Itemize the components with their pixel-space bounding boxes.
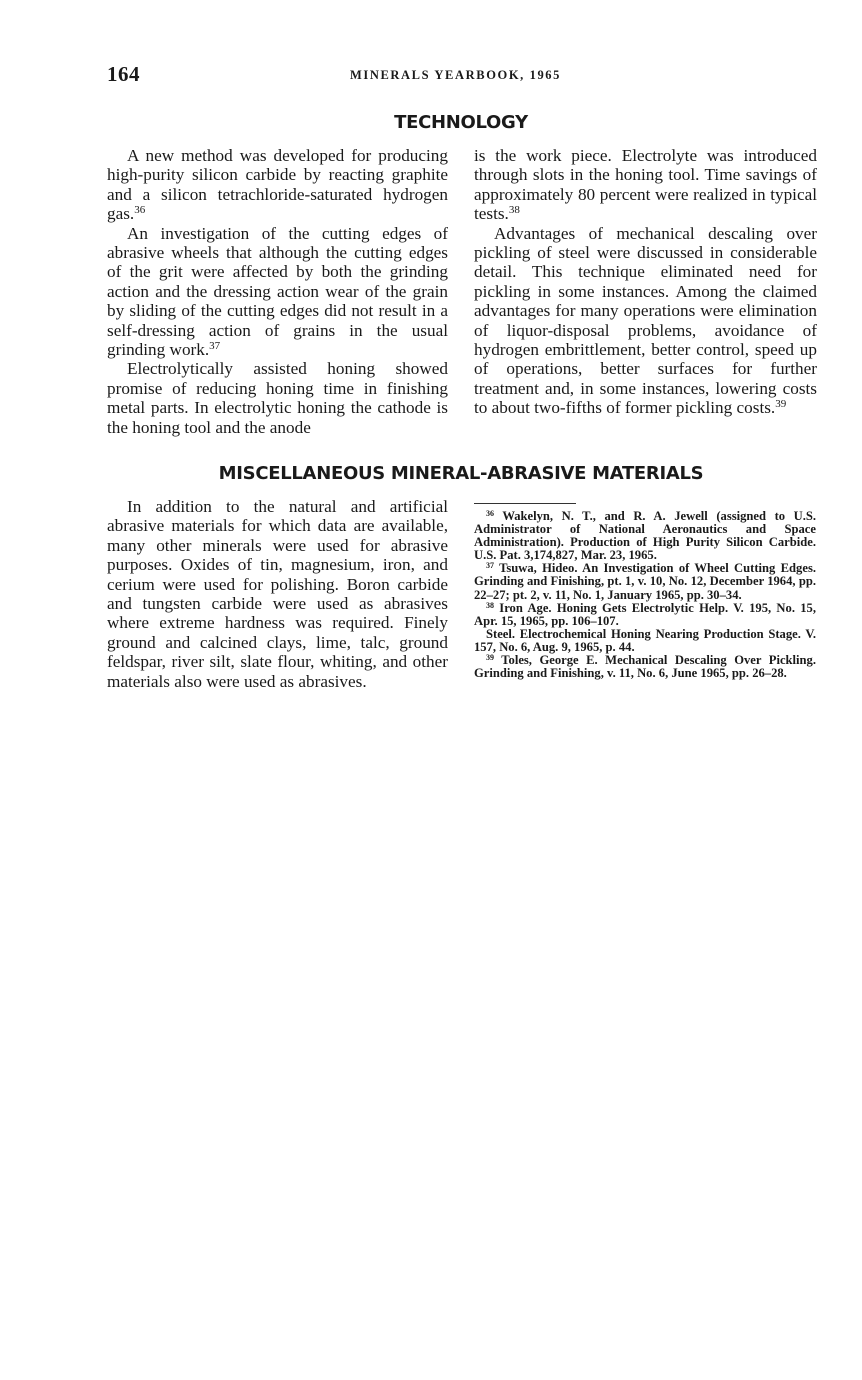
paragraph-text: A new method was developed for producing high-purity silicon carbide by reacting graphite and a silicon tetrachloride-saturated hydrogen gas. [107,146,448,224]
paragraph-text: Electrolytically assisted honing showed promise of reducing honing time in finishing metal parts. In electrolytic honing the cathode is the honing tool and the anode [107,359,448,437]
footnote-number: 39 [486,653,494,663]
footnote-text: Tsuwa, Hideo. An Investigation of Wheel Cutting Edges. Grinding and Finishing, pt. 1, v. 10, No. 12, December 1964, pp. 22–27; pt. 2, v. 11, No. 1, January 1965, pp. 30–34. [474,561,816,602]
technology-paragraph-4 [474,224,817,418]
page-number: 164 [107,62,140,86]
footnote-37 [474,562,816,601]
misc-heading: MISCELLANEOUS MINERAL-ABRASIVE MATERIALS [218,463,704,484]
footnote-38 [474,602,816,628]
technology-right-column [474,146,817,418]
misc-left-column [107,497,448,691]
footnote-ref-39: 39 [775,398,787,411]
footnote-number: 37 [486,561,494,571]
paragraph-text: An investigation of the cutting edges of abrasive wheels that although the cutting edges of the grit were affected by both the grinding action and the dressing action wear of the grain by sliding of the cutting edges did not result in a self-dressing action of grains in the usual grinding work. [107,223,448,360]
footnote-ref-38: 38 [508,204,520,217]
footnote-39 [474,654,816,680]
footnote-38b [474,628,816,654]
technology-paragraph-2 [107,224,448,360]
misc-paragraph-1: In addition to the natural and artificial abrasive materials for which data are available, many other minerals were used for abrasive purposes. Oxides of tin, magnesium, iron, and cerium were used for polishing. Boron carbide and tungsten carbide were used as abrasives where extreme hardness was required. Finely ground and calcined clays, lime, talc, ground feldspar, river silt, slate flour, whiting, and other materials also were used as abrasives. [107,497,448,691]
footnote-text: Wakelyn, N. T., and R. A. Jewell (assigned to U.S. Administrator of National Aeronautics and Space Administration). Production of High Purity Silicon Carbide. U.S. Pat. 3,174,827, Mar. 23, 1965. [474,509,817,563]
footnote-number: 38 [486,600,494,610]
technology-heading: TECHNOLOGY [394,112,528,133]
paragraph-text: is the work piece. Electrolyte was introduced through slots in the honing tool. Time savings of approximately 80 percent were realized in typical tests. [474,146,817,224]
footnote-36 [474,510,816,562]
footnote-ref-36: 36 [134,204,146,217]
footnote-number: 36 [486,509,494,518]
technology-paragraph-1 [107,146,448,224]
footnote-text: Toles, George E. Mechanical Descaling Over Pickling. Grinding and Finishing, v. 11, No. 6, June 1965, pp. 26–28. [474,653,816,681]
paragraph-text: Advantages of mechanical descaling over pickling of steel were discussed in considerable detail. This technique eliminated need for pickling in some instances. Among the claimed advantages for many operations were elimination of liquor-disposal problems, avoidance of hydrogen embrittlement, better control, speed up of operations, better surfaces for further treatment and, in some instances, lowering costs to about two-fifths of former pickling costs. [474,223,817,418]
technology-paragraph-3 [107,359,448,437]
technology-paragraph-3-continued [474,146,817,224]
technology-left-column [107,146,448,437]
footnote-text: Steel. Electrochemical Honing Nearing Production Stage. V. 157, No. 6, Aug. 9, 1965, p. 44. [474,626,816,654]
footnote-text: Iron Age. Honing Gets Electrolytic Help. V. 195, No. 15, Apr. 15, 1965, pp. 106–107. [474,600,816,628]
footnotes [474,510,816,680]
footnote-divider [474,503,576,504]
footnote-ref-37: 37 [209,340,221,353]
running-title: MINERALS YEARBOOK, 1965 [350,68,562,82]
